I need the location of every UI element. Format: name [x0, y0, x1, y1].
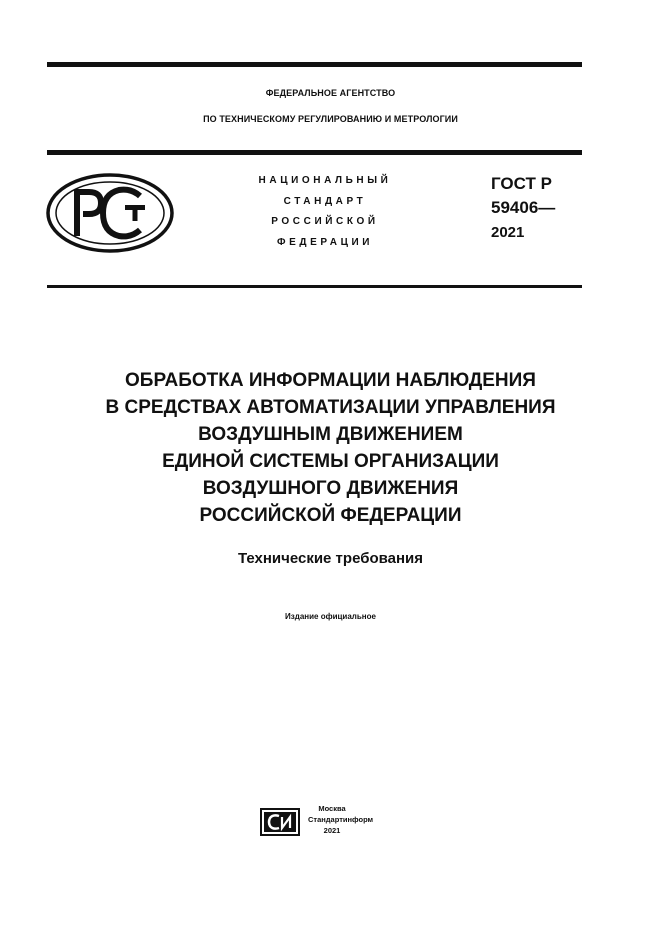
standartinform-logo-icon: [260, 808, 300, 836]
title-line: ВОЗДУШНОГО ДВИЖЕНИЯ: [202, 478, 459, 499]
top-rule: [47, 62, 582, 67]
standard-type-line: НАЦИОНАЛЬНЫЙ: [258, 175, 392, 186]
agency-line-2: ПО ТЕХНИЧЕСКОМУ РЕГУЛИРОВАНИЮ И МЕТРОЛОГИИ: [203, 114, 458, 124]
title-line: В СРЕДСТВАХ АВТОМАТИЗАЦИИ УПРАВЛЕНИЯ: [105, 397, 556, 418]
publisher-name: Стандартинформ: [308, 815, 374, 824]
agency-line-1: ФЕДЕРАЛЬНОЕ АГЕНТСТВО: [265, 88, 396, 98]
rst-certification-logo-icon: [45, 172, 175, 254]
designation-year: 2021: [491, 224, 525, 241]
publisher-year: 2021: [323, 826, 341, 835]
national-standard-label: [225, 171, 425, 253]
title-line: ОБРАБОТКА ИНФОРМАЦИИ НАБЛЮДЕНИЯ: [125, 370, 536, 391]
document-subtitle: Технические требования: [237, 550, 424, 567]
title-line: ЕДИНОЙ СИСТЕМЫ ОРГАНИЗАЦИИ: [162, 451, 499, 472]
header-bottom-rule: [47, 285, 582, 288]
designation-line-1: ГОСТ Р: [491, 174, 552, 193]
document-title: [0, 367, 661, 529]
standard-type-line: СТАНДАРТ: [283, 195, 367, 207]
standard-designation: [491, 172, 555, 246]
designation-line-2: 59406—: [491, 198, 556, 217]
publisher-info: [308, 803, 374, 836]
edition-note: Издание официальное: [285, 612, 376, 621]
publisher-city: Москва: [318, 804, 346, 813]
title-line: ВОЗДУШНЫМ ДВИЖЕНИЕМ: [198, 424, 463, 445]
title-line: РОССИЙСКОЙ ФЕДЕРАЦИИ: [199, 505, 462, 526]
standard-type-line: РОССИЙСКОЙ: [271, 216, 379, 227]
standard-type-line: ФЕДЕРАЦИИ: [276, 236, 374, 248]
header-rule: [47, 150, 582, 155]
